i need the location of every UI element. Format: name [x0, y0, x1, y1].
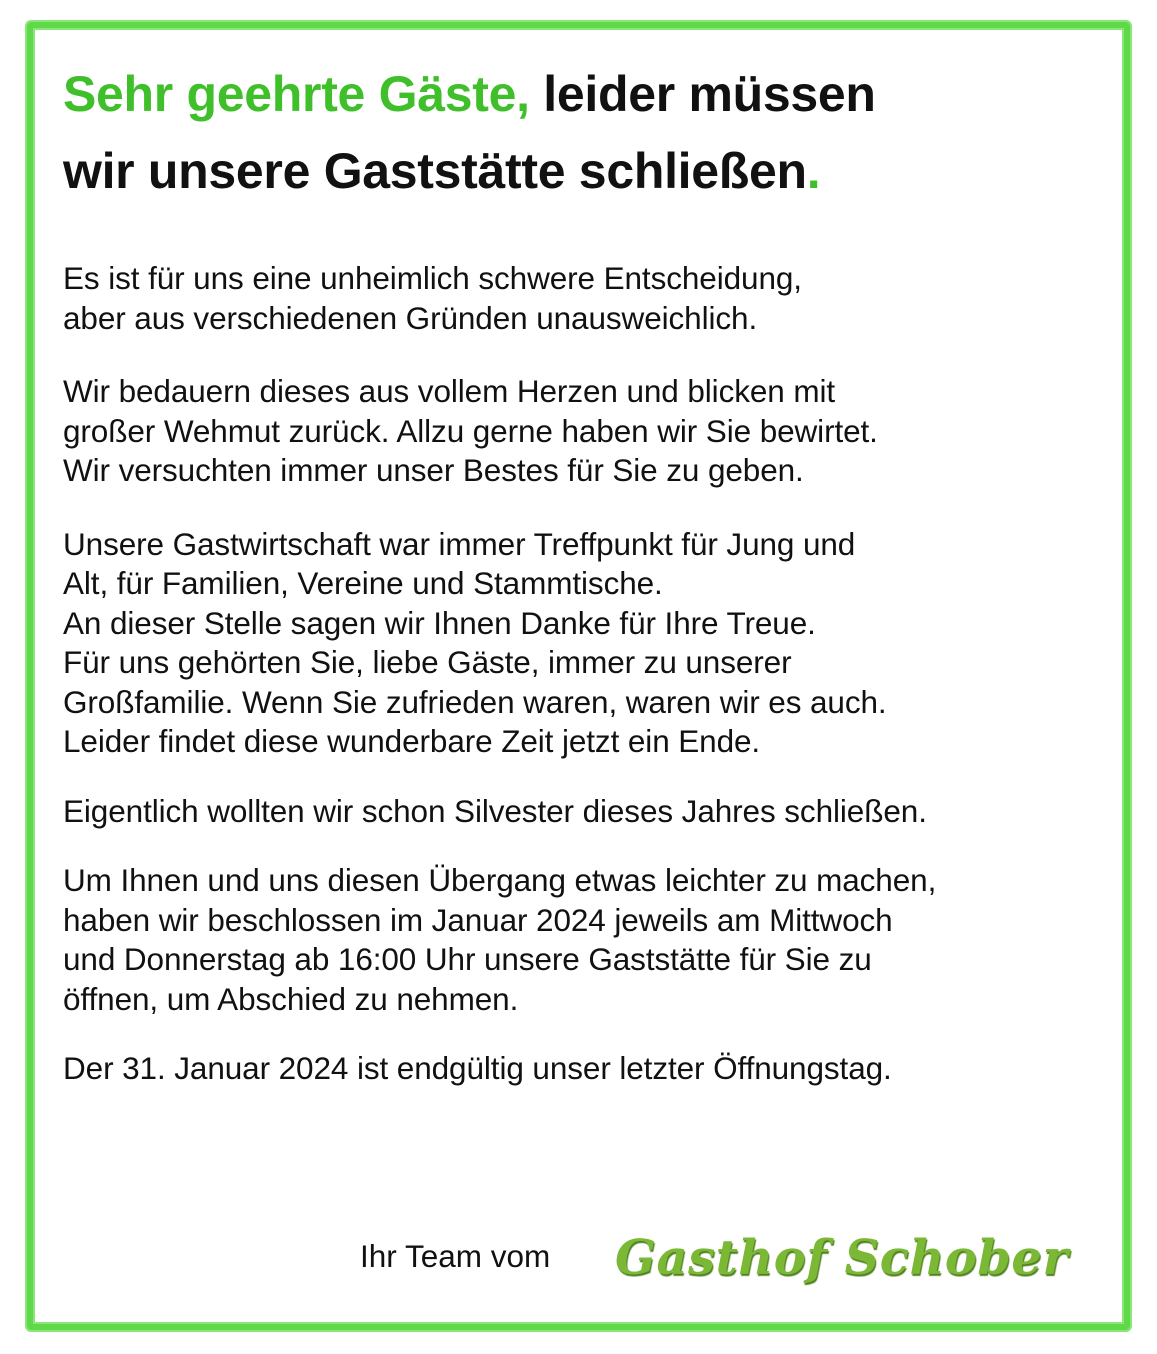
paragraph-line: Großfamilie. Wenn Sie zufrieden waren, waren wir es auch.: [63, 683, 887, 720]
headline-greeting: Sehr geehrte Gäste,: [63, 66, 530, 122]
paragraph-line: haben wir beschlossen im Januar 2024 jeweils am Mittwoch: [63, 901, 893, 938]
paragraph-line: Unsere Gastwirtschaft war immer Treffpunkt für Jung und: [63, 525, 856, 562]
notice-content: [63, 56, 1103, 1089]
paragraph-line: großer Wehmut zurück. Allzu gerne haben wir Sie bewirtet.: [63, 412, 878, 449]
paragraph-line: Es ist für uns eine unheimlich schwere Entscheidung,: [63, 260, 802, 296]
paragraph-line: Alt, für Familien, Vereine und Stammtische.: [63, 565, 663, 601]
paragraph-line: Für uns gehörten Sie, liebe Gäste, immer zu unserer: [63, 644, 792, 680]
paragraph-line: Wir versuchten immer unser Bestes für Sie zu geben.: [63, 452, 804, 488]
paragraph-5: [63, 861, 1103, 1019]
paragraph-line: Leider findet diese wunderbare Zeit jetzt ein Ende.: [63, 723, 761, 759]
paragraph-3: [63, 525, 1103, 762]
paragraph-line: und Donnerstag ab 16:00 Uhr unsere Gaststätte für Sie zu: [63, 941, 872, 977]
paragraph-line: Der 31. Januar 2024 ist endgültig unser letzter Öffnungstag.: [63, 1050, 892, 1086]
paragraph-1: [63, 259, 1103, 338]
headline-part2: wir unsere Gaststätte schließen: [63, 143, 807, 199]
paragraph-6: [63, 1049, 1103, 1089]
headline-period: .: [806, 143, 821, 199]
brand-logo-text: Gasthof Schober: [615, 1230, 1069, 1286]
paragraph-line: öffnen, um Abschied zu nehmen.: [63, 980, 519, 1017]
signature-text: Ihr Team vom: [360, 1238, 551, 1274]
headline-part1: leider müssen: [529, 66, 876, 122]
paragraph-line: An dieser Stelle sagen wir Ihnen Danke für Ihre Treue.: [63, 604, 816, 641]
paragraph-line: Um Ihnen und uns diesen Übergang etwas leichter zu machen,: [63, 862, 937, 898]
headline: [63, 56, 1103, 210]
paragraph-line: Eigentlich wollten wir schon Silvester dieses Jahres schließen.: [63, 792, 927, 829]
paragraph-line: aber aus verschiedenen Gründen unausweichlich.: [63, 299, 758, 336]
paragraph-2: [63, 372, 1103, 491]
paragraph-line: Wir bedauern dieses aus vollem Herzen und blicken mit: [63, 373, 836, 409]
paragraph-4: [63, 792, 1103, 832]
